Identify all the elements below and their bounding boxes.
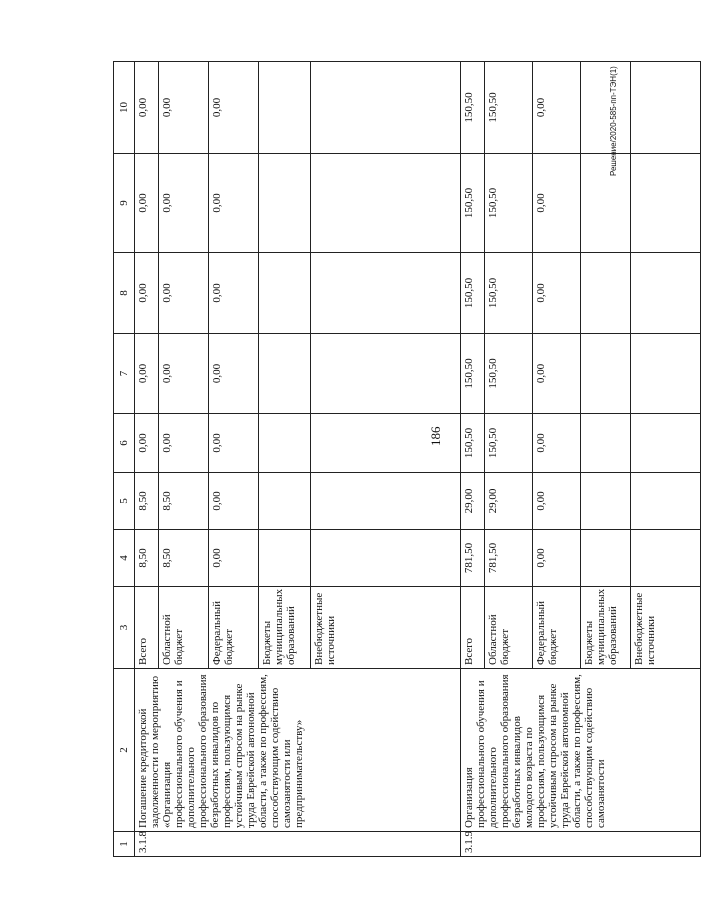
amount-cell: 0,00 xyxy=(135,334,159,414)
funding-source-cell: Бюджеты муниципальных образований xyxy=(259,587,311,669)
amount-cell xyxy=(259,473,311,530)
amount-cell: 29,00 xyxy=(485,473,533,530)
funding-source-cell: Внебюджетные источники xyxy=(311,587,461,669)
amount-cell: 150,50 xyxy=(485,414,533,473)
item-code-cell: 3.1.9 xyxy=(461,832,701,857)
amount-cell xyxy=(581,334,631,414)
table-row xyxy=(461,62,485,857)
amount-cell: 0,00 xyxy=(209,62,259,154)
amount-cell xyxy=(311,414,461,473)
amount-cell xyxy=(311,473,461,530)
amount-cell: 0,00 xyxy=(533,154,581,253)
amount-cell: 0,00 xyxy=(135,154,159,253)
funding-source-cell: Бюджеты муниципальных образований xyxy=(581,587,631,669)
page-number: 186 xyxy=(428,426,443,446)
amount-cell: 0,00 xyxy=(533,530,581,587)
amount-cell xyxy=(581,62,631,154)
header-cell: 8 xyxy=(114,253,135,334)
amount-cell: 0,00 xyxy=(209,414,259,473)
funding-source-cell: Всего xyxy=(461,587,485,669)
amount-cell: 150,50 xyxy=(461,253,485,334)
amount-cell xyxy=(581,530,631,587)
amount-cell xyxy=(581,473,631,530)
amount-cell xyxy=(259,414,311,473)
amount-cell: 0,00 xyxy=(209,334,259,414)
amount-cell: 0,00 xyxy=(533,334,581,414)
document-reference: Решение/2020-585-пп-ТЭН(1) xyxy=(609,66,618,176)
amount-cell xyxy=(581,414,631,473)
amount-cell: 150,50 xyxy=(461,62,485,154)
amount-cell: 0,00 xyxy=(135,253,159,334)
amount-cell xyxy=(631,62,701,154)
amount-cell: 0,00 xyxy=(135,62,159,154)
amount-cell xyxy=(259,62,311,154)
amount-cell xyxy=(259,334,311,414)
amount-cell: 150,50 xyxy=(485,62,533,154)
amount-cell xyxy=(631,334,701,414)
amount-cell: 150,50 xyxy=(461,154,485,253)
item-description-cell: Организация профессионального обучения и дополнительного профессионального образования безработных инвалидов молодого возраста по профессиям, пользующимся устойчивым спросом на рынке труда Еврейской автономной области, а также по профессиям, способствующим содействию самозанятости xyxy=(461,669,701,832)
amount-cell: 0,00 xyxy=(135,414,159,473)
funding-source-cell: Всего xyxy=(135,587,159,669)
amount-cell: 0,00 xyxy=(209,530,259,587)
amount-cell: 8,50 xyxy=(159,530,209,587)
header-cell: 2 xyxy=(114,669,135,832)
item-description-cell: Погашение кредиторской задолженности по мероприятию «Организация профессионального обучения и дополнительного профессионального образования безработных инвалидов по профессиям, пользующимся устойчивым спросом на рынке труда Еврейской автономной области, а также по профессиям, способствующим содействию самозанятости или предпринимательству» xyxy=(135,669,461,832)
amount-cell: 0,00 xyxy=(209,253,259,334)
amount-cell: 0,00 xyxy=(209,154,259,253)
amount-cell: 150,50 xyxy=(485,154,533,253)
funding-source-cell: Областной бюджет xyxy=(485,587,533,669)
table-row xyxy=(135,62,159,857)
amount-cell: 150,50 xyxy=(485,334,533,414)
amount-cell xyxy=(311,154,461,253)
amount-cell xyxy=(631,473,701,530)
funding-source-cell: Федеральный бюджет xyxy=(533,587,581,669)
amount-cell: 781,50 xyxy=(461,530,485,587)
amount-cell xyxy=(631,154,701,253)
amount-cell: 0,00 xyxy=(159,154,209,253)
amount-cell xyxy=(259,154,311,253)
funding-source-cell: Федеральный бюджет xyxy=(209,587,259,669)
amount-cell: 0,00 xyxy=(533,62,581,154)
funding-source-cell: Внебюджетные источники xyxy=(631,587,701,669)
amount-cell xyxy=(631,414,701,473)
amount-cell: 0,00 xyxy=(159,62,209,154)
amount-cell xyxy=(259,530,311,587)
header-cell: 5 xyxy=(114,473,135,530)
budget-table xyxy=(113,61,701,857)
header-cell: 6 xyxy=(114,414,135,473)
amount-cell xyxy=(581,253,631,334)
amount-cell: 29,00 xyxy=(461,473,485,530)
amount-cell: 0,00 xyxy=(533,473,581,530)
amount-cell xyxy=(311,530,461,587)
header-cell: 10 xyxy=(114,62,135,154)
amount-cell xyxy=(311,253,461,334)
header-cell: 4 xyxy=(114,530,135,587)
amount-cell: 8,50 xyxy=(135,473,159,530)
amount-cell xyxy=(259,253,311,334)
amount-cell: 150,50 xyxy=(461,414,485,473)
amount-cell: 0,00 xyxy=(533,253,581,334)
amount-cell xyxy=(311,334,461,414)
amount-cell: 0,00 xyxy=(209,473,259,530)
amount-cell: 0,00 xyxy=(533,414,581,473)
amount-cell: 0,00 xyxy=(159,414,209,473)
header-cell: 7 xyxy=(114,334,135,414)
header-cell: 1 xyxy=(114,832,135,857)
header-cell: 9 xyxy=(114,154,135,253)
amount-cell: 0,00 xyxy=(159,334,209,414)
item-code-cell: 3.1.8 xyxy=(135,832,461,857)
amount-cell: 8,50 xyxy=(135,530,159,587)
amount-cell xyxy=(631,253,701,334)
amount-cell: 0,00 xyxy=(159,253,209,334)
amount-cell: 781,50 xyxy=(485,530,533,587)
amount-cell: 8,50 xyxy=(159,473,209,530)
amount-cell xyxy=(631,530,701,587)
amount-cell: 150,50 xyxy=(485,253,533,334)
amount-cell xyxy=(581,154,631,253)
amount-cell xyxy=(311,62,461,154)
header-cell: 3 xyxy=(114,587,135,669)
table-header-row xyxy=(114,62,135,857)
funding-source-cell: Областной бюджет xyxy=(159,587,209,669)
amount-cell: 150,50 xyxy=(461,334,485,414)
